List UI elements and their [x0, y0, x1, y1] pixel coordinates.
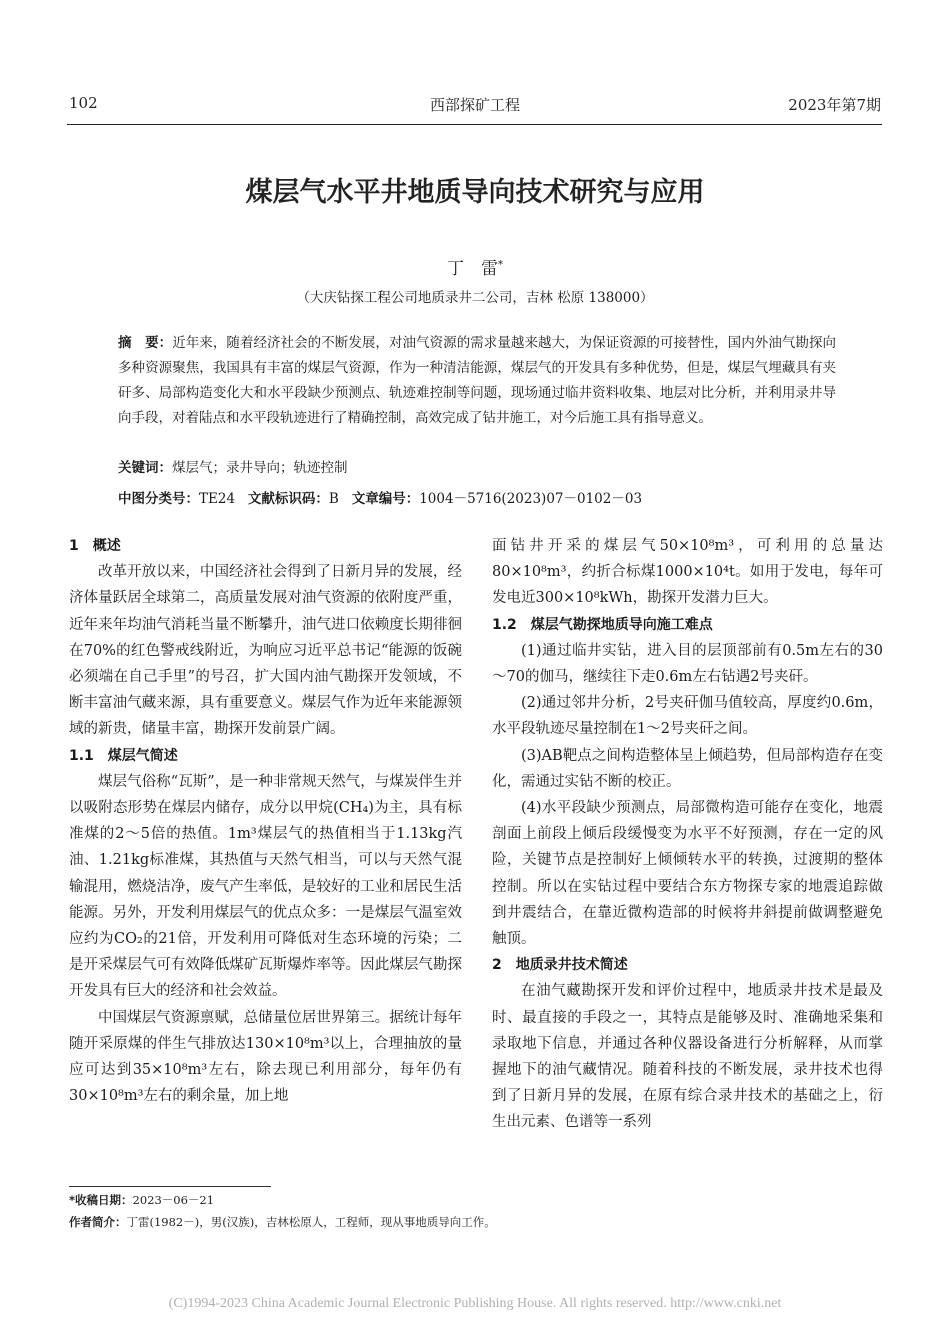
- clc-label: 中图分类号：: [118, 491, 199, 507]
- article-number-value: 1004－5716(2023)07－0102－03: [419, 491, 643, 507]
- author-mark: *: [498, 259, 503, 271]
- doc-code-value: B: [328, 491, 339, 507]
- footnote-bio: [69, 1214, 496, 1230]
- abstract-label: 摘 要：: [118, 335, 173, 351]
- keywords: [118, 456, 836, 476]
- abstract: [118, 331, 836, 431]
- list-item: (1)通过临井实钻，进入目的层顶部前有0.5m左右的30～70的伽马，继续往下走0.6m左右钻遇2号夹矸。: [492, 642, 883, 686]
- author: [0, 254, 950, 279]
- section-1-heading: 1 概述: [69, 538, 121, 554]
- header-rule: [67, 124, 882, 125]
- left-column: [69, 533, 462, 1109]
- issue-label: 2023年第7期: [788, 96, 881, 114]
- paragraph: 改革开放以来，中国经济社会得到了日新月异的发展，经济体量跃居全球第二，高质量发展对油气资源的依附度严重，近年来年均油气消耗当量不断攀升，油气进口依赖度长期徘徊在70%的红色警戒线附近，为响应习近平总书记“能源的饭碗必须端在自己手里”的号召，扩大国内油气勘探开发领域，不断丰富油气藏来源，具有重要意义。煤层气作为近年来能源领域的新贵，储量丰富，勘探开发前景广阔。: [69, 564, 462, 738]
- paragraph: 煤层气俗称“瓦斯”，是一种非常规天然气，与煤炭伴生并以吸附态形势在煤层内储存，成分以甲烷(CH₄)为主，具有标准煤的2～5倍的热值。1m³煤层气的热值相当于1.13kg汽油、1.21kg标准煤，其热值与天然气相当，可以与天然气混输混用，燃烧洁净，废气产生率低，是较好的工业和居民生活能源。另外，开发利用煤层气的优点众多：一是煤层气温室效应约为CO₂的21倍，开发利用可降低对生态环境的污染；二是开采煤层气可有效降低煤矿瓦斯爆炸率等。因此煤层气勘探开发具有巨大的经济和社会效益。: [69, 773, 462, 1000]
- bio-text: 丁雷(1982－)，男(汉族)，吉林松原人，工程师，现从事地质导向工作。: [126, 1215, 496, 1229]
- abstract-text: 近年来，随着经济社会的不断发展，对油气资源的需求量越来越大，为保证资源的可接替性，国内外油气勘探向多种资源聚焦，我国具有丰富的煤层气资源，作为一种清洁能源，煤层气的开发具有多种优势，但是，煤层气埋藏具有夹矸多、局部构造变化大和水平段缺少预测点、轨迹难控制等问题，现场通过临井资料收集、地层对比分析，并利用录井导向手段，对着陆点和水平段轨迹进行了精确控制，高效完成了钻井施工，对今后施工具有指导意义。: [118, 335, 837, 426]
- paragraph: 面钻井开采的煤层气50×10⁸m³，可利用的总量达80×10⁸m³，约折合标煤1000×10⁴t。如用于发电，每年可发电近300×10⁸kWh，勘探开发潜力巨大。: [492, 538, 883, 607]
- doc-code-label: 文献标识码：: [247, 491, 329, 507]
- author-name: 丁 雷: [447, 259, 498, 279]
- section-1-2-heading: 1.2 煤层气勘探地质导向施工难点: [492, 616, 713, 633]
- right-column: [492, 533, 883, 1136]
- paragraph: 在油气藏勘探开发和评价过程中，地质录井技术是最及时、最直接的手段之一，其特点是能够及时、准确地采集和录取地下信息，并通过各种仪器设备进行分析解释，从而掌握地下的油气藏情况。随着科技的不断发展，录井技术也得到了日新月异的发展，在原有综合录井技术的基础之上，衍生出元素、色谱等一系列: [492, 983, 883, 1131]
- section-2-heading: 2 地质录井技术简述: [492, 957, 628, 974]
- received-label: *收稿日期：: [69, 1193, 133, 1207]
- paragraph: 中国煤层气资源禀赋，总储量位居世界第三。据统计每年随开采原煤的伴生气排放达130×10⁸m³以上，合理抽放的量应可达到35×10⁸m³左右，除去现已利用部分，每年仍有30×10⁸m³左右的剩余量，加上地: [69, 1009, 462, 1105]
- bio-label: 作者简介：: [69, 1215, 127, 1229]
- footnote-received: [69, 1192, 214, 1208]
- journal-name: 西部探矿工程: [429, 96, 520, 114]
- clc-value: TE24: [199, 491, 236, 507]
- keywords-label: 关键词：: [118, 460, 172, 476]
- list-item: (4)水平段缺少预测点，局部微构造可能存在变化，地震剖面上前段上倾后段缓慢变为水平不好预测，存在一定的风险，关键节点是控制好上倾倾转水平的转换，过渡期的整体控制。所以在实钻过程中要结合东方物探专家的地震追踪做到井震结合，在靠近微构造部的时候将井斜提前做调整避免触顶。: [492, 800, 883, 948]
- list-item: (2)通过邻井分析，2号夹矸伽马值较高，厚度约0.6m，水平段轨迹尽量控制在1～2号夹矸之间。: [492, 695, 883, 738]
- received-date: 2023－06－21: [132, 1193, 215, 1207]
- paper-title: 煤层气水平井地质导向技术研究与应用: [245, 177, 705, 208]
- footnote-rule: [69, 1186, 271, 1187]
- page-number: 102: [69, 94, 98, 112]
- keywords-text: 煤层气；录井导向；轨迹控制: [172, 460, 348, 476]
- section-1-1-heading: 1.1 煤层气简述: [69, 747, 178, 764]
- classification-line: [118, 487, 878, 507]
- list-item: (3)AB靶点之间构造整体呈上倾趋势，但局部构造存在变化，需通过实钻不断的校正。: [492, 747, 883, 790]
- copyright-notice: (C)1994-2023 China Academic Journal Electronic Publishing House. All rights reserved. http://www.cnki.net: [168, 1296, 782, 1311]
- affiliation: （大庆钻探工程公司地质录井二公司，吉林 松原 138000）: [296, 290, 654, 306]
- article-number-label: 文章编号：: [351, 491, 420, 507]
